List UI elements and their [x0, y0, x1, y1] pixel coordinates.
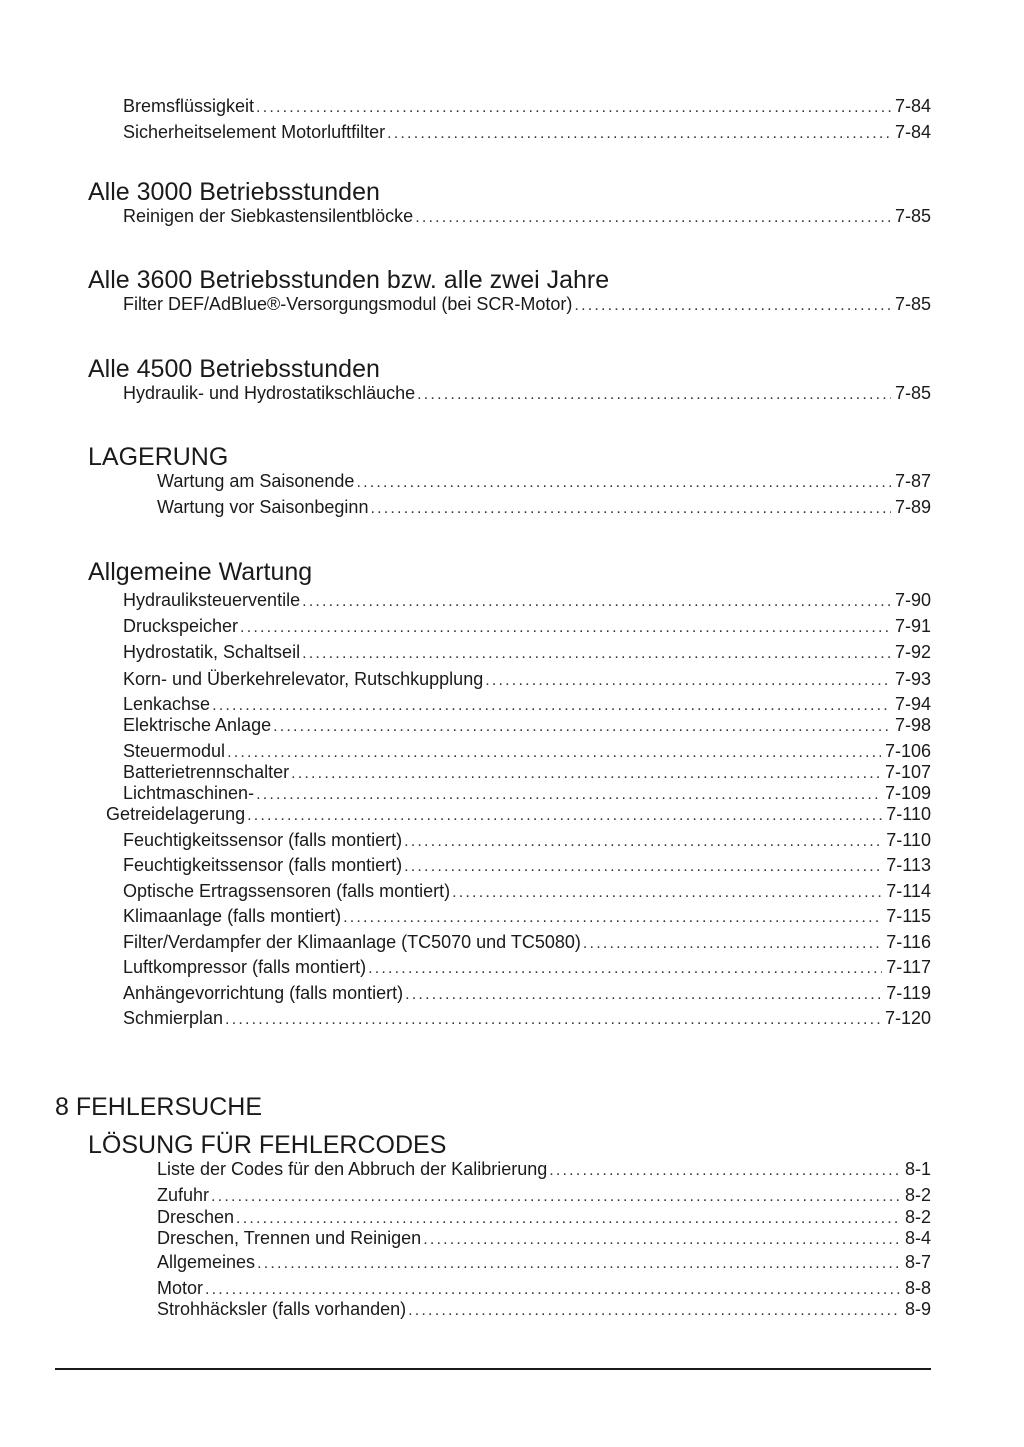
toc-entry[interactable] — [157, 1277, 931, 1299]
toc-entry[interactable] — [157, 1158, 931, 1180]
toc-entry-page: 7-119 — [886, 983, 931, 1003]
toc-entry[interactable] — [123, 615, 931, 637]
toc-entry[interactable] — [123, 829, 931, 851]
footer-rule — [55, 1368, 931, 1370]
toc-entry-title: Hydraulik- und Hydrostatikschläuche — [123, 383, 416, 403]
toc-entry[interactable] — [123, 714, 931, 736]
leader-dots — [408, 1300, 901, 1322]
toc-entry-title: Hydrostatik, Schaltseil — [123, 642, 301, 662]
toc-entry-title: Schmierplan — [123, 1008, 224, 1028]
toc-entry-title: Allgemeines — [157, 1252, 256, 1272]
leader-dots — [404, 831, 882, 853]
toc-entry-title: Liste der Codes für den Abbruch der Kalibrierung — [157, 1159, 548, 1179]
toc-entry-page: 7-84 — [894, 96, 931, 116]
toc-entry-page: 7-115 — [886, 906, 931, 926]
leader-dots — [257, 1253, 901, 1275]
toc-entry[interactable] — [123, 956, 931, 978]
toc-entry-title: Wartung vor Saisonbeginn — [157, 497, 369, 517]
toc-entry-title: Feuchtigkeitssensor (falls montiert) — [123, 855, 403, 875]
leader-dots — [343, 907, 882, 929]
leader-dots — [256, 97, 891, 119]
toc-entry[interactable] — [123, 782, 931, 804]
leader-dots — [368, 958, 882, 980]
toc-entry[interactable] — [123, 693, 931, 715]
toc-entry-title: Optische Ertragssensoren (falls montiert) — [123, 881, 451, 901]
toc-entry-page: 7-89 — [894, 497, 931, 517]
toc-entry-title: Filter/Verdampfer der Klimaanlage (TC5070 und TC5080) — [123, 932, 581, 952]
toc-entry[interactable] — [123, 880, 931, 902]
leader-dots — [415, 207, 891, 229]
leader-dots — [273, 716, 891, 738]
toc-entry-title: Luftkompressor (falls montiert) — [123, 957, 367, 977]
toc-entry-title: Batterietrennschalter — [123, 762, 290, 782]
toc-entry[interactable] — [157, 1227, 931, 1249]
toc-entry[interactable] — [157, 1206, 931, 1228]
toc-entry[interactable] — [123, 205, 931, 227]
chapter-heading: 8 FEHLERSUCHE — [55, 1093, 262, 1121]
toc-entry[interactable] — [123, 761, 931, 783]
leader-dots — [404, 856, 882, 878]
toc-entry[interactable] — [123, 641, 931, 663]
toc-entry[interactable] — [123, 668, 931, 690]
toc-entry[interactable] — [123, 1007, 931, 1029]
toc-entry[interactable] — [157, 496, 931, 518]
leader-dots — [583, 933, 882, 955]
toc-entry-page: 7-98 — [894, 715, 931, 735]
toc-entry-page: 7-87 — [894, 471, 931, 491]
toc-entry-page: 7-106 — [884, 741, 931, 761]
toc-entry-title: Filter DEF/AdBlue®-Versorgungsmodul (bei SCR-Motor) — [123, 294, 573, 314]
toc-entry[interactable] — [106, 803, 931, 825]
toc-entry[interactable] — [123, 854, 931, 876]
toc-entry-page: 7-107 — [884, 762, 931, 782]
toc-entry[interactable] — [123, 982, 931, 1004]
toc-entry-page: 7-120 — [884, 1008, 931, 1028]
toc-entry[interactable] — [123, 293, 931, 315]
toc-entry[interactable] — [123, 905, 931, 927]
toc-entry-page: 7-85 — [894, 383, 931, 403]
toc-entry-page: 8-4 — [904, 1228, 931, 1248]
leader-dots — [452, 882, 882, 904]
toc-entry[interactable] — [123, 931, 931, 953]
toc-entry[interactable] — [123, 589, 931, 611]
toc-entry-title: Steuermodul — [123, 741, 226, 761]
toc-entry-title: Hydrauliksteuerventile — [123, 590, 301, 610]
toc-entry[interactable] — [157, 470, 931, 492]
toc-entry-page: 7-116 — [886, 932, 931, 952]
toc-entry[interactable] — [123, 121, 931, 143]
toc-entry[interactable] — [123, 382, 931, 404]
leader-dots — [225, 1009, 881, 1031]
toc-entry-title: Lichtmaschinen- — [123, 783, 255, 803]
toc-entry-title: Lenkachse — [123, 694, 211, 714]
leader-dots — [370, 498, 891, 520]
toc-entry-page: 7-110 — [886, 830, 931, 850]
toc-entry-page: 8-2 — [904, 1185, 931, 1205]
toc-entry-page: 7-109 — [884, 783, 931, 803]
toc-entry-title: Dreschen, Trennen und Reinigen — [157, 1228, 422, 1248]
toc-entry-title: Motor — [157, 1278, 204, 1298]
toc-entry-title: Korn- und Überkehrelevator, Rutschkupplung — [123, 669, 484, 689]
leader-dots — [574, 295, 891, 317]
toc-entry-title: Reinigen der Siebkastensilentblöcke — [123, 206, 414, 226]
toc-entry-page: 7-113 — [886, 855, 931, 875]
toc-entry-page: 7-92 — [894, 642, 931, 662]
toc-entry-title: Elektrische Anlage — [123, 715, 272, 735]
toc-entry-page: 8-2 — [904, 1207, 931, 1227]
section-heading: Allgemeine Wartung — [88, 558, 313, 586]
leader-dots — [211, 1186, 901, 1208]
toc-entry-page: 8-9 — [904, 1299, 931, 1319]
leader-dots — [423, 1229, 901, 1251]
toc-entry-page: 7-85 — [894, 206, 931, 226]
toc-entry-title: Getreidelagerung — [106, 804, 246, 824]
section-heading: Alle 4500 Betriebsstunden — [88, 355, 380, 383]
toc-entry-title: Sicherheitselement Motorluftfilter — [123, 122, 386, 142]
toc-entry-title: Druckspeicher — [123, 616, 239, 636]
toc-entry-page: 8-1 — [904, 1159, 931, 1179]
toc-entry-title: Strohhäcksler (falls vorhanden) — [157, 1299, 407, 1319]
leader-dots — [302, 591, 891, 613]
toc-entry-title: Wartung am Saisonende — [157, 471, 355, 491]
toc-entry[interactable] — [123, 95, 931, 117]
toc-entry-page: 7-110 — [886, 804, 931, 824]
toc-entry[interactable] — [157, 1251, 931, 1273]
toc-entry-page: 7-94 — [894, 694, 931, 714]
section-heading: LÖSUNG FÜR FEHLERCODES — [88, 1131, 447, 1159]
toc-entry[interactable] — [157, 1184, 931, 1206]
leader-dots — [549, 1160, 901, 1182]
toc-entry[interactable] — [123, 740, 931, 762]
toc-entry-page: 7-117 — [886, 957, 931, 977]
section-heading: Alle 3600 Betriebsstunden bzw. alle zwei Jahre — [88, 266, 610, 294]
leader-dots — [302, 643, 891, 665]
section-heading: LAGERUNG — [88, 443, 229, 471]
toc-entry-title: Klimaanlage (falls montiert) — [123, 906, 342, 926]
toc-entry-title: Feuchtigkeitssensor (falls montiert) — [123, 830, 403, 850]
leader-dots — [240, 617, 891, 639]
toc-entry-page: 7-85 — [894, 294, 931, 314]
toc-entry-page: 7-90 — [894, 590, 931, 610]
toc-entry[interactable] — [157, 1298, 931, 1320]
toc-entry-page: 8-8 — [904, 1278, 931, 1298]
toc-entry-page: 7-91 — [894, 616, 931, 636]
leader-dots — [387, 123, 891, 145]
toc-entry-page: 8-7 — [904, 1252, 931, 1272]
toc-entry-page: 7-114 — [886, 881, 931, 901]
toc-entry-page: 7-93 — [894, 669, 931, 689]
toc-entry-title: Bremsflüssigkeit — [123, 96, 255, 116]
leader-dots — [485, 670, 891, 692]
toc-entry-title: Dreschen — [157, 1207, 235, 1227]
section-heading: Alle 3000 Betriebsstunden — [88, 178, 380, 206]
leader-dots — [247, 805, 882, 827]
toc-entry-title: Zufuhr — [157, 1185, 210, 1205]
toc-entry-title: Anhängevorrichtung (falls montiert) — [123, 983, 404, 1003]
leader-dots — [356, 472, 891, 494]
toc-entry-page: 7-84 — [894, 122, 931, 142]
leader-dots — [417, 384, 891, 406]
leader-dots — [405, 984, 882, 1006]
